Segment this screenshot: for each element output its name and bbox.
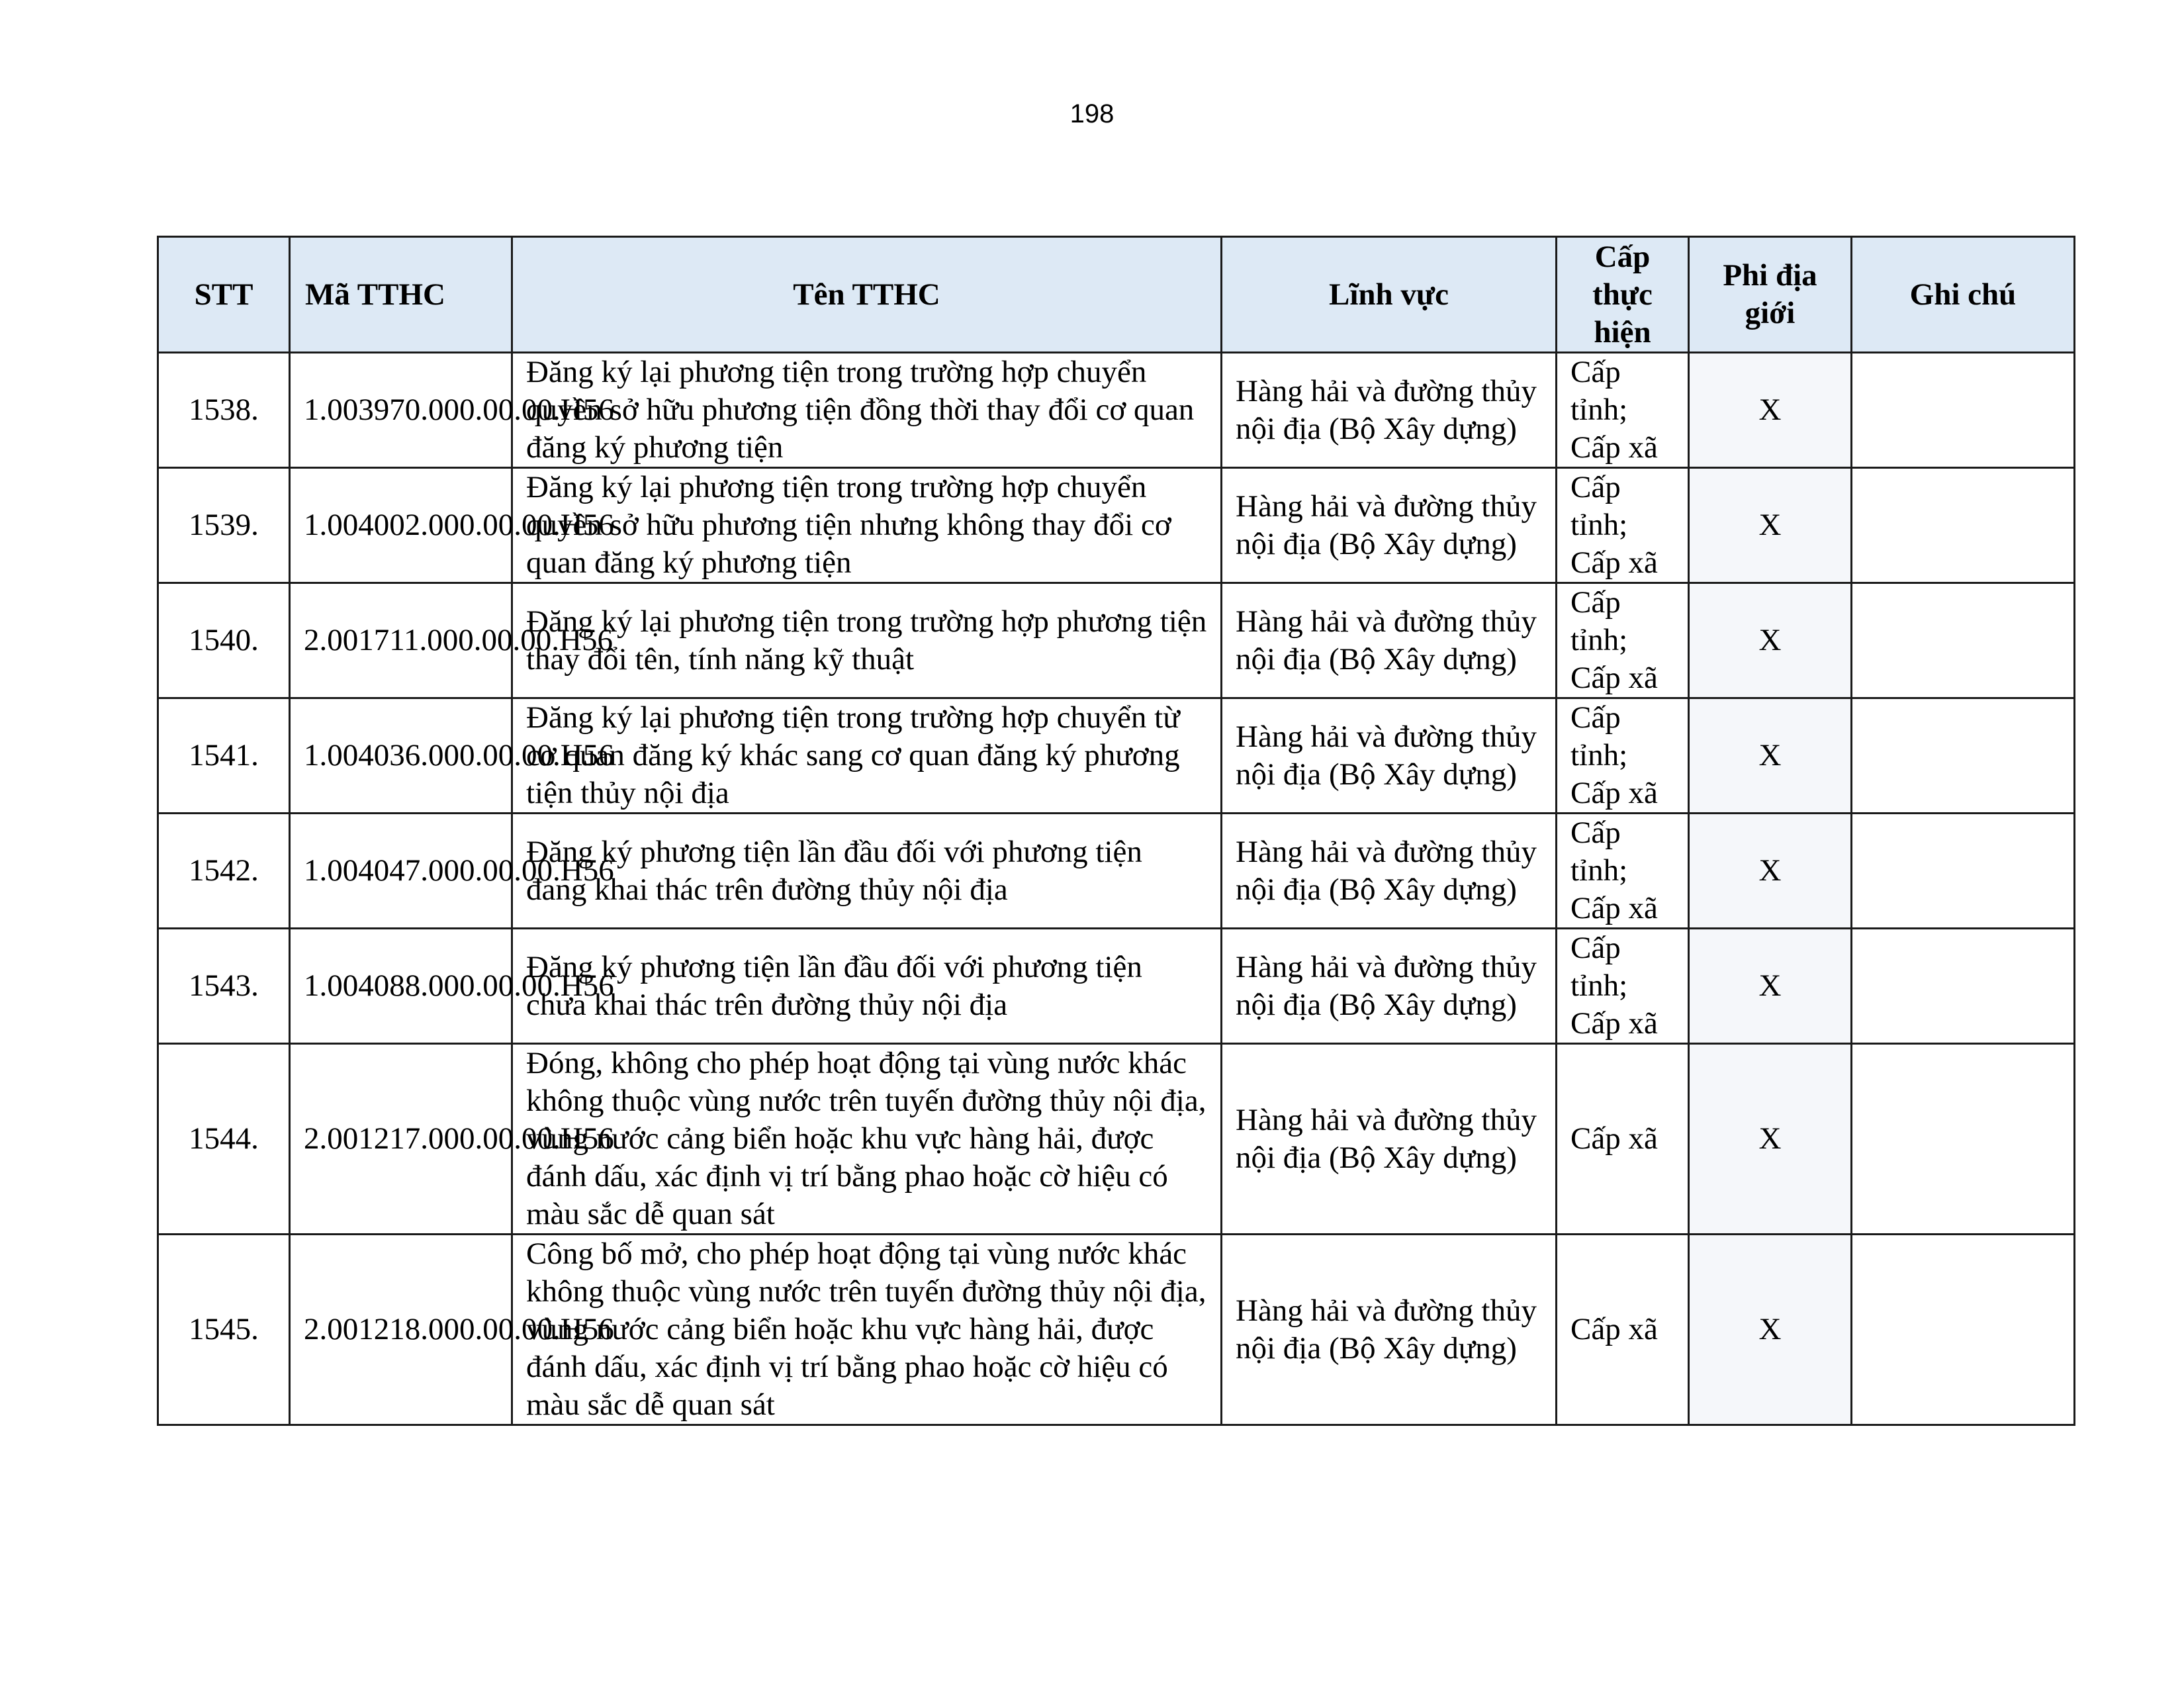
header-linh-vuc: Lĩnh vực <box>1222 237 1557 353</box>
header-cap-thuc-hien: Cấp thực hiện <box>1557 237 1689 353</box>
cell-ten-tthc: Đăng ký lại phương tiện trong trường hợp chuyển từ cơ quan đăng ký khác sang cơ quan đăng ký phương tiện thủy nội địa <box>512 698 1222 814</box>
cell-phi-dia-gioi: X <box>1689 814 1852 929</box>
cell-stt: 1540. <box>158 583 290 698</box>
cell-ghi-chu <box>1852 698 2075 814</box>
header-ma-tthc: Mã TTHC <box>290 237 512 353</box>
cell-ghi-chu <box>1852 583 2075 698</box>
cell-ma-tthc: 1.003970.000.00.00.H56 <box>290 353 512 468</box>
procedures-table <box>157 236 2075 1426</box>
table-row <box>158 1235 2075 1425</box>
cell-phi-dia-gioi: X <box>1689 698 1852 814</box>
cell-ten-tthc: Công bố mở, cho phép hoạt động tại vùng nước khác không thuộc vùng nước trên tuyến đường thủy nội địa, vùng nước cảng biển hoặc khu vực hàng hải, được đánh dấu, xác định vị trí bằng phao hoặc cờ hiệu có màu sắc dễ quan sát <box>512 1235 1222 1425</box>
cell-ten-tthc: Đăng ký lại phương tiện trong trường hợp chuyển quyền sở hữu phương tiện đồng thời thay đổi cơ quan đăng ký phương tiện <box>512 353 1222 468</box>
cell-cap-thuc-hien: Cấp tỉnh; Cấp xã <box>1557 929 1689 1044</box>
cell-linh-vuc: Hàng hải và đường thủy nội địa (Bộ Xây dựng) <box>1222 468 1557 583</box>
cell-phi-dia-gioi: X <box>1689 468 1852 583</box>
cell-phi-dia-gioi: X <box>1689 1044 1852 1235</box>
header-stt: STT <box>158 237 290 353</box>
cell-ghi-chu <box>1852 1235 2075 1425</box>
cell-linh-vuc: Hàng hải và đường thủy nội địa (Bộ Xây dựng) <box>1222 1044 1557 1235</box>
cell-cap-thuc-hien: Cấp tỉnh; Cấp xã <box>1557 698 1689 814</box>
cell-ma-tthc: 1.004047.000.00.00.H56 <box>290 814 512 929</box>
cell-linh-vuc: Hàng hải và đường thủy nội địa (Bộ Xây dựng) <box>1222 353 1557 468</box>
cell-ghi-chu <box>1852 468 2075 583</box>
table-row <box>158 814 2075 929</box>
cell-stt: 1543. <box>158 929 290 1044</box>
cell-ten-tthc: Đăng ký lại phương tiện trong trường hợp phương tiện thay đổi tên, tính năng kỹ thuật <box>512 583 1222 698</box>
cell-stt: 1545. <box>158 1235 290 1425</box>
cell-stt: 1544. <box>158 1044 290 1235</box>
cell-phi-dia-gioi: X <box>1689 353 1852 468</box>
table-row <box>158 583 2075 698</box>
cell-ten-tthc: Đóng, không cho phép hoạt động tại vùng nước khác không thuộc vùng nước trên tuyến đường thủy nội địa, vùng nước cảng biển hoặc khu vực hàng hải, được đánh dấu, xác định vị trí bằng phao hoặc cờ hiệu có màu sắc dễ quan sát <box>512 1044 1222 1235</box>
cell-stt: 1541. <box>158 698 290 814</box>
cell-ma-tthc: 1.004036.000.00.00.H56 <box>290 698 512 814</box>
cell-phi-dia-gioi: X <box>1689 1235 1852 1425</box>
table-row <box>158 353 2075 468</box>
header-ten-tthc: Tên TTHC <box>512 237 1222 353</box>
header-ghi-chu: Ghi chú <box>1852 237 2075 353</box>
cell-ten-tthc: Đăng ký phương tiện lần đầu đối với phương tiện đang khai thác trên đường thủy nội địa <box>512 814 1222 929</box>
table-row <box>158 698 2075 814</box>
cell-stt: 1539. <box>158 468 290 583</box>
cell-linh-vuc: Hàng hải và đường thủy nội địa (Bộ Xây dựng) <box>1222 1235 1557 1425</box>
header-phi-dia-gioi: Phi địa giới <box>1689 237 1852 353</box>
cell-phi-dia-gioi: X <box>1689 583 1852 698</box>
cell-cap-thuc-hien: Cấp tỉnh; Cấp xã <box>1557 814 1689 929</box>
cell-linh-vuc: Hàng hải và đường thủy nội địa (Bộ Xây dựng) <box>1222 814 1557 929</box>
table-header-row <box>158 237 2075 353</box>
table-row <box>158 929 2075 1044</box>
cell-ma-tthc: 2.001218.000.00.00.H56 <box>290 1235 512 1425</box>
cell-linh-vuc: Hàng hải và đường thủy nội địa (Bộ Xây dựng) <box>1222 698 1557 814</box>
page-number: 198 <box>1069 99 1115 128</box>
cell-ghi-chu <box>1852 929 2075 1044</box>
cell-ghi-chu <box>1852 1044 2075 1235</box>
table-row <box>158 468 2075 583</box>
cell-stt: 1542. <box>158 814 290 929</box>
cell-ten-tthc: Đăng ký phương tiện lần đầu đối với phương tiện chưa khai thác trên đường thủy nội địa <box>512 929 1222 1044</box>
cell-ma-tthc: 2.001711.000.00.00.H56 <box>290 583 512 698</box>
cell-ma-tthc: 2.001217.000.00.00.H56 <box>290 1044 512 1235</box>
cell-ma-tthc: 1.004002.000.00.00.H56 <box>290 468 512 583</box>
cell-cap-thuc-hien: Cấp xã <box>1557 1235 1689 1425</box>
cell-cap-thuc-hien: Cấp tỉnh; Cấp xã <box>1557 353 1689 468</box>
cell-linh-vuc: Hàng hải và đường thủy nội địa (Bộ Xây dựng) <box>1222 929 1557 1044</box>
cell-cap-thuc-hien: Cấp tỉnh; Cấp xã <box>1557 468 1689 583</box>
cell-ghi-chu <box>1852 814 2075 929</box>
cell-ma-tthc: 1.004088.000.00.00.H56 <box>290 929 512 1044</box>
table-row <box>158 1044 2075 1235</box>
cell-ghi-chu <box>1852 353 2075 468</box>
cell-cap-thuc-hien: Cấp tỉnh; Cấp xã <box>1557 583 1689 698</box>
cell-ten-tthc: Đăng ký lại phương tiện trong trường hợp chuyển quyền sở hữu phương tiện nhưng không thay đổi cơ quan đăng ký phương tiện <box>512 468 1222 583</box>
cell-cap-thuc-hien: Cấp xã <box>1557 1044 1689 1235</box>
cell-stt: 1538. <box>158 353 290 468</box>
cell-phi-dia-gioi: X <box>1689 929 1852 1044</box>
cell-linh-vuc: Hàng hải và đường thủy nội địa (Bộ Xây dựng) <box>1222 583 1557 698</box>
